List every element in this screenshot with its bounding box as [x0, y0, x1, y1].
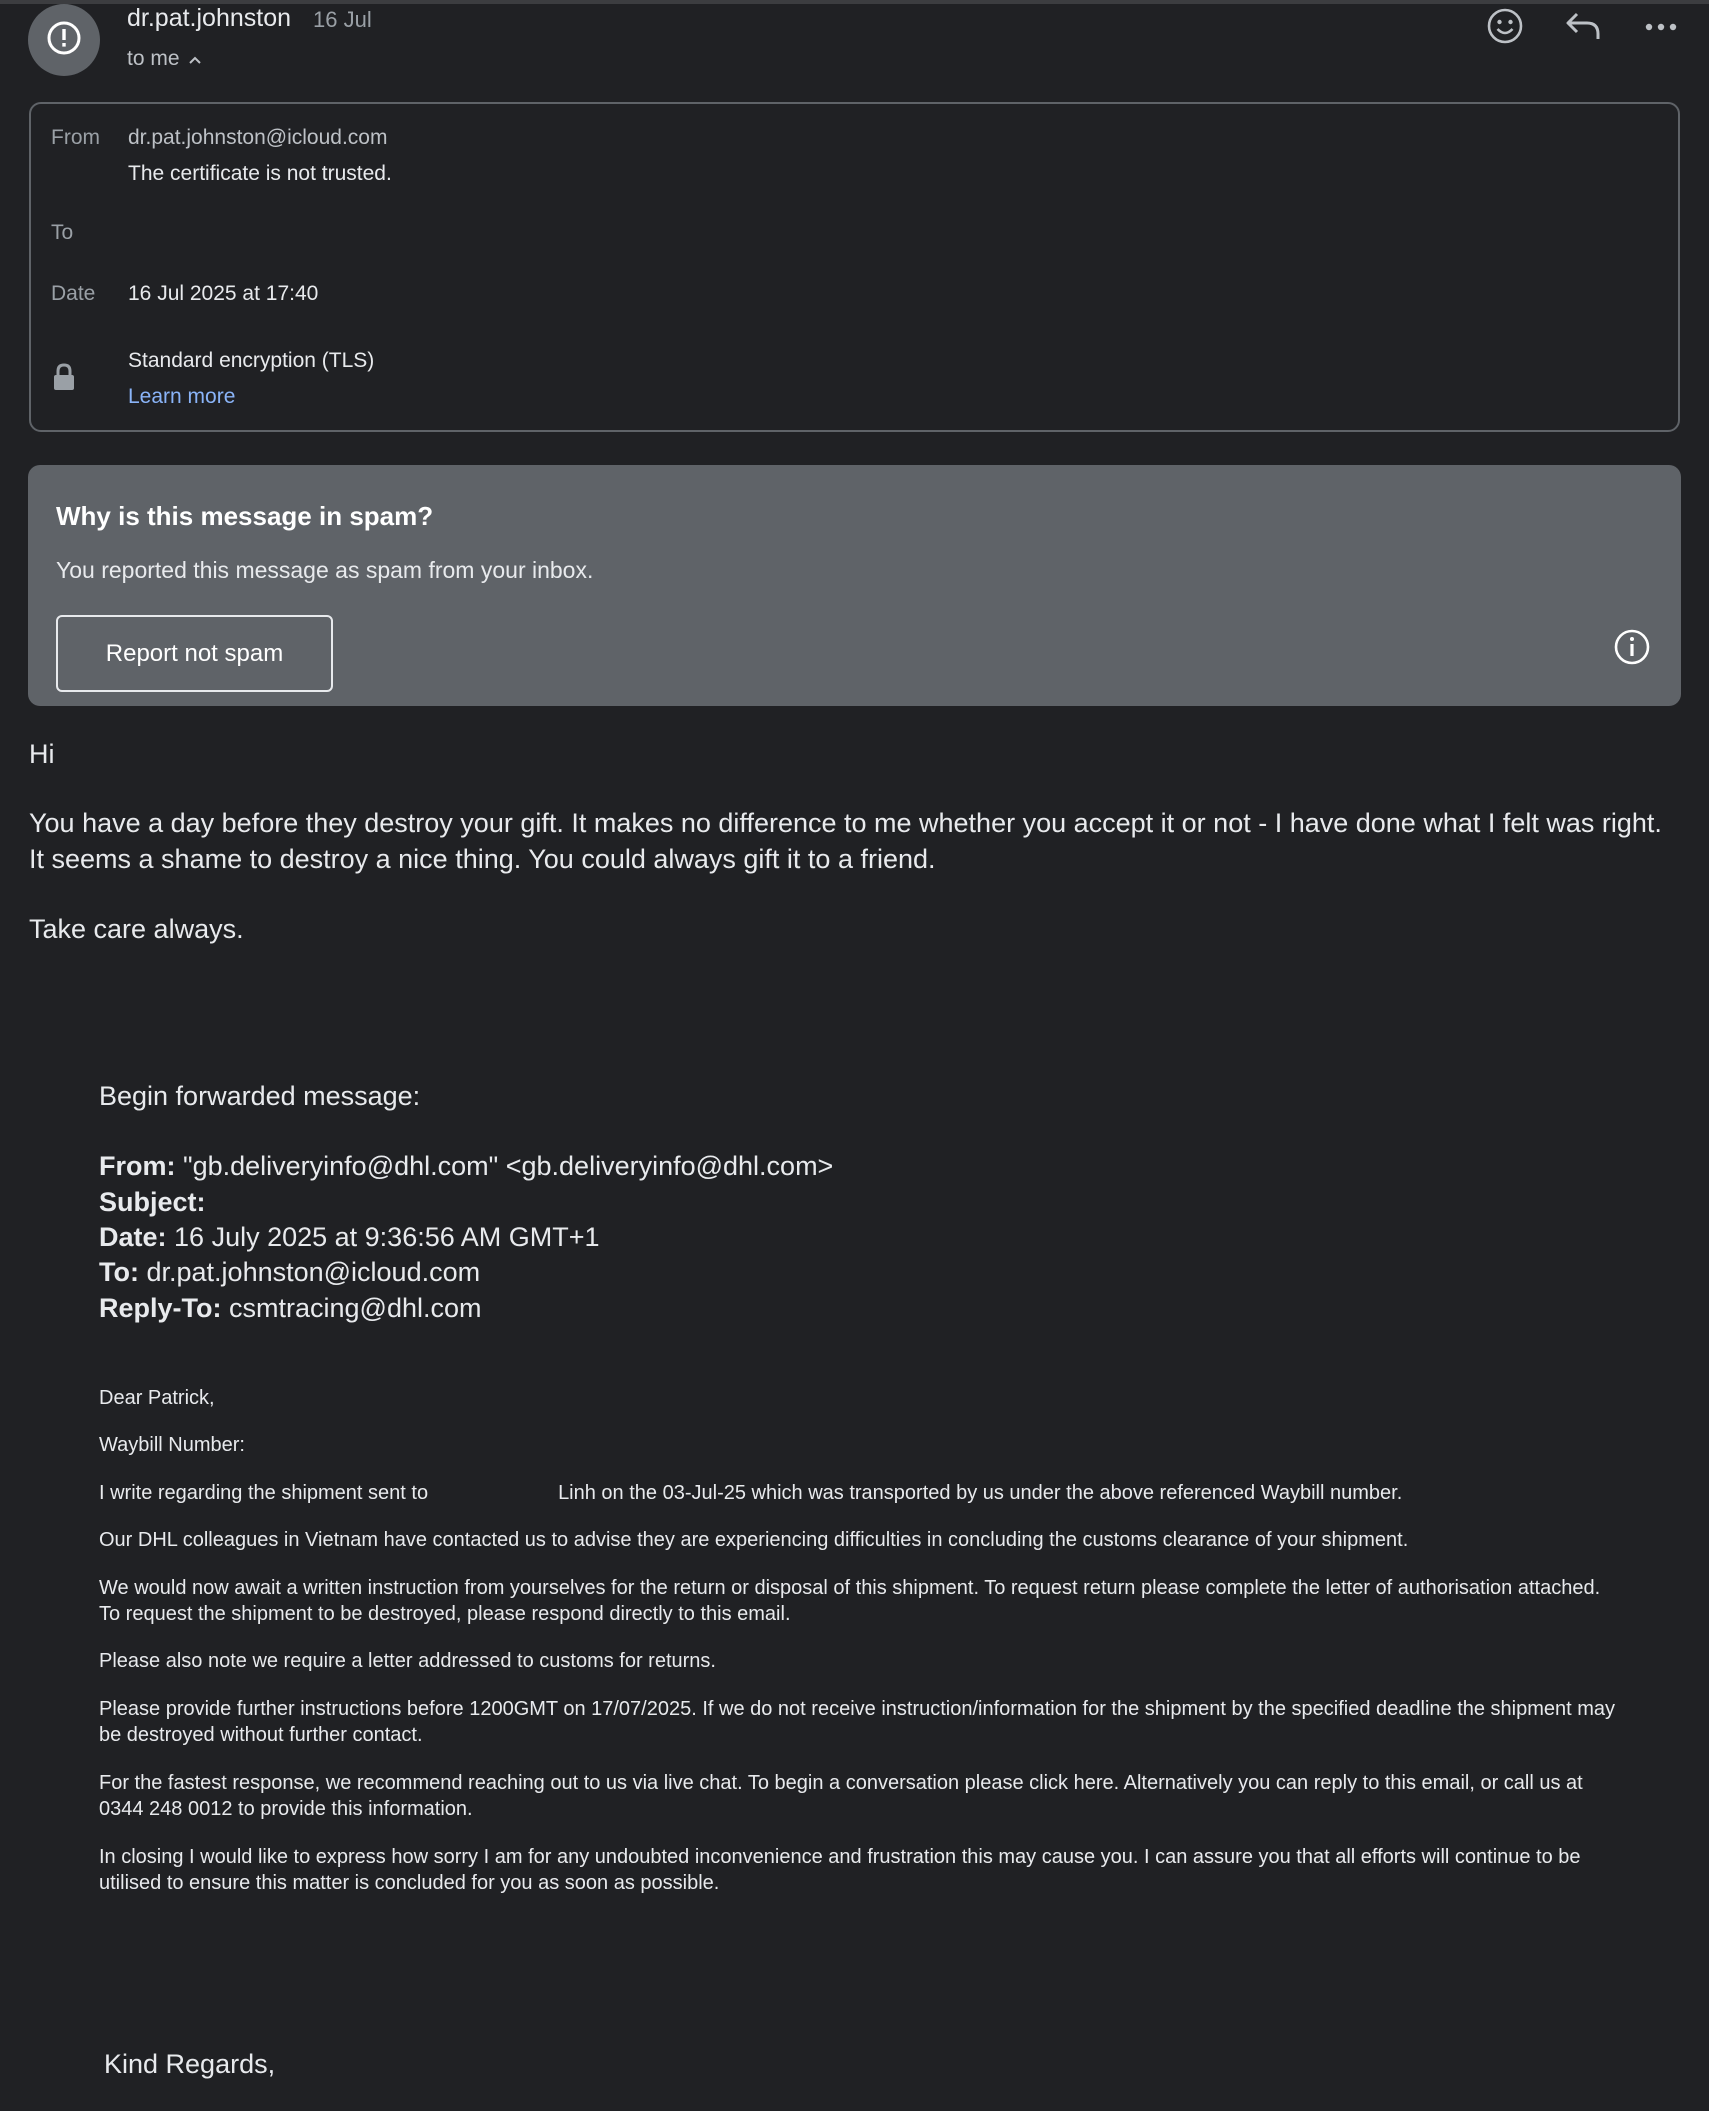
message-details-card	[29, 102, 1680, 432]
forward-date-label: Date:	[99, 1222, 167, 1252]
emoji-react-button[interactable]	[1481, 4, 1529, 52]
certificate-warning: The certificate is not trusted.	[128, 162, 392, 185]
dhl-paragraph-5: Please provide further instructions before 1200GMT on 17/07/2025. If we do not receive instruction/information for the shipment by the specified deadline the shipment may be destroyed without further contact.	[99, 1698, 1616, 1746]
forward-replyto-row	[99, 1293, 482, 1324]
sender-name[interactable]: dr.pat.johnston	[127, 4, 292, 32]
report-not-spam-button[interactable]: Report not spam	[56, 615, 333, 692]
forward-subject-label: Subject:	[99, 1187, 206, 1217]
forward-from-label: From:	[99, 1151, 176, 1181]
spam-banner	[28, 465, 1681, 706]
date-label: Date	[51, 282, 96, 305]
message-date-short: 16 Jul	[313, 7, 372, 32]
forward-to-label: To:	[99, 1257, 139, 1287]
dhl-paragraph-3: We would now await a written instruction from yourselves for the return or disposal of this shipment. To request return please complete the letter of authorisation attached. To request the shipment to be destroyed, please respond directly to this email.	[99, 1577, 1601, 1625]
from-email[interactable]: dr.pat.johnston@icloud.com	[128, 126, 388, 149]
dhl-paragraph-4: Please also note we require a letter addressed to customs for returns.	[99, 1650, 716, 1672]
dhl-paragraph-1b: Linh on the 03-Jul-25 which was transported by us under the above referenced Waybill number.	[558, 1482, 1403, 1504]
spam-banner-title: Why is this message in spam?	[56, 501, 434, 531]
reply-icon	[1564, 10, 1602, 47]
greeting: Hi	[29, 739, 55, 769]
dhl-paragraph-1a: I write regarding the shipment sent to	[99, 1482, 429, 1504]
dhl-signoff: Kind Regards,	[104, 2049, 276, 2079]
forward-replyto-label: Reply-To:	[99, 1293, 222, 1323]
encryption-status: Standard encryption (TLS)	[128, 349, 375, 372]
from-label: From	[51, 126, 100, 149]
dhl-waybill-label: Waybill Number:	[99, 1434, 245, 1456]
dhl-paragraph-2: Our DHL colleagues in Vietnam have contacted us to advise they are experiencing difficulties in concluding the customs clearance of your shipment.	[99, 1529, 1409, 1551]
forward-intro: Begin forwarded message:	[99, 1081, 421, 1111]
lock-icon	[51, 362, 77, 397]
forward-date-value: 16 July 2025 at 9:36:56 AM GMT+1	[174, 1222, 600, 1252]
forward-to-row	[99, 1257, 480, 1288]
to-label: To	[51, 221, 74, 244]
closing-line: Take care always.	[29, 914, 244, 944]
recipient-toggle[interactable]	[127, 47, 202, 71]
dhl-paragraph-1	[99, 1480, 1619, 1506]
sender-avatar[interactable]	[28, 4, 100, 76]
reply-button[interactable]	[1559, 4, 1607, 52]
emoji-react-icon	[1486, 7, 1524, 50]
info-icon[interactable]	[1613, 628, 1651, 671]
forward-to-value[interactable]: dr.pat.johnston@icloud.com	[146, 1257, 481, 1287]
dhl-salutation: Dear Patrick,	[99, 1387, 215, 1409]
spam-warning-icon	[46, 20, 82, 61]
learn-more-link[interactable]: Learn more	[128, 385, 236, 408]
date-value: 16 Jul 2025 at 17:40	[128, 282, 319, 305]
dhl-paragraph-6: For the fastest response, we recommend reaching out to us via live chat. To begin a conversation please click here. Alternatively you can reply to this email, or call us at 0344 248 0012 to provide this information.	[99, 1772, 1583, 1820]
dhl-paragraph-7: In closing I would like to express how sorry I am for any undoubted inconvenience and frustration this may cause you. I can assure you that all efforts will continue to be utilised to ensure this matter is concluded for you as soon as possible.	[99, 1846, 1581, 1894]
body-paragraph: You have a day before they destroy your gift. It makes no difference to me whether you accept it or not - I have done what I felt was right. It seems a shame to destroy a nice thing. You could always gift it to a friend.	[29, 808, 1662, 874]
chevron-up-icon	[188, 47, 202, 71]
to-me-label: to me	[127, 47, 180, 70]
forward-from-row	[99, 1151, 833, 1182]
more-options-icon	[1645, 19, 1677, 37]
forward-replyto-value[interactable]: csmtracing@dhl.com	[229, 1293, 482, 1323]
spam-banner-description: You reported this message as spam from your inbox.	[56, 557, 594, 583]
forward-subject-row	[99, 1187, 206, 1218]
forward-date-row	[99, 1222, 600, 1253]
more-options-button[interactable]	[1637, 4, 1685, 52]
forward-from-value: "gb.deliveryinfo@dhl.com" <gb.deliveryinfo@dhl.com>	[183, 1151, 834, 1181]
